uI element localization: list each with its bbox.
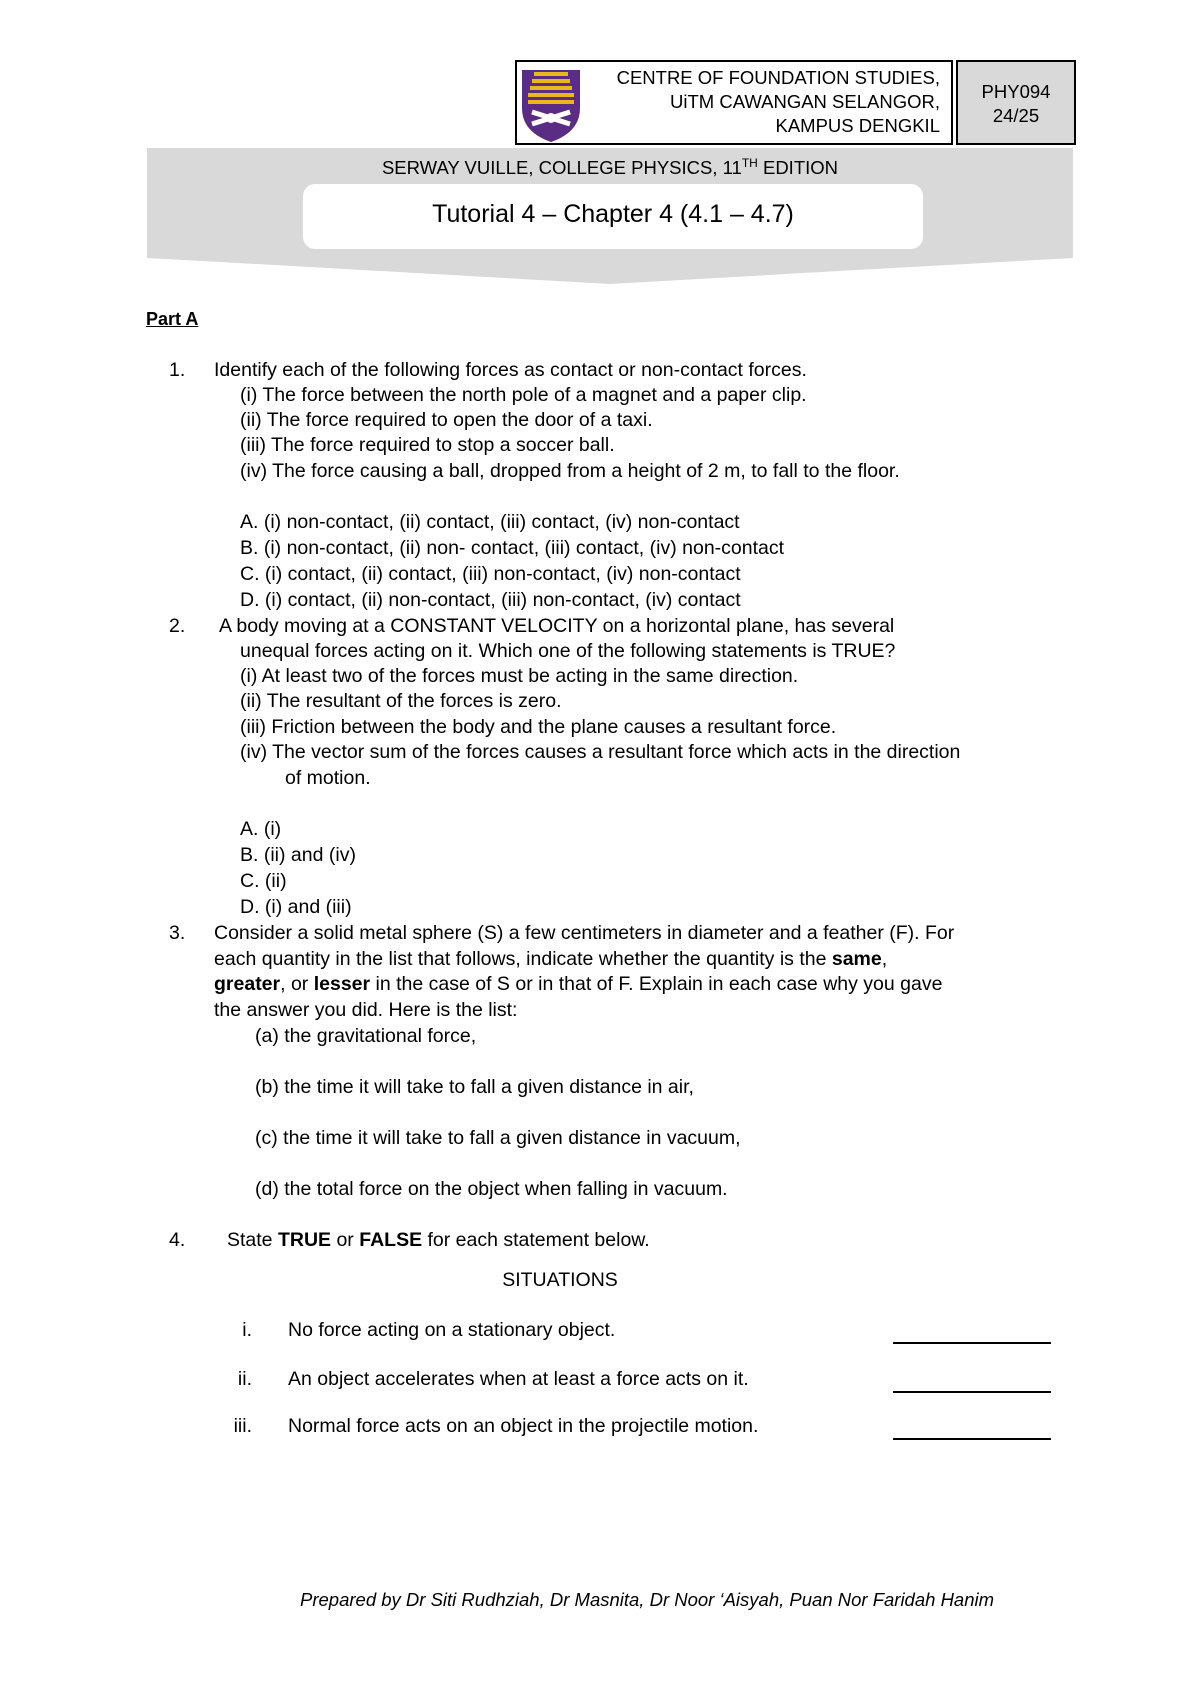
q3-word-greater: greater xyxy=(214,973,281,995)
q2-option-d: D. (i) and (iii) xyxy=(240,896,352,918)
q4-stem xyxy=(227,1228,650,1253)
q2-stem-line-1: A body moving at a CONSTANT VELOCITY on a horizontal plane, has several xyxy=(219,615,895,637)
q1-item-i: (i) The force between the north pole of a magnet and a paper clip. xyxy=(240,384,807,406)
part-a-heading: Part A xyxy=(146,309,199,329)
q2-option-a: A. (i) xyxy=(240,818,282,840)
q4-row-3-text: Normal force acts on an object in the projectile motion. xyxy=(288,1415,759,1437)
q3-item-a: (a) the gravitational force, xyxy=(255,1025,477,1047)
session-code: 24/25 xyxy=(992,105,1040,126)
q3-word-same: same xyxy=(831,948,882,970)
q1-option-b: B. (i) non-contact, (ii) non- contact, (iii) contact, (iv) non-contact xyxy=(240,537,785,559)
q4-number: 4. xyxy=(169,1229,186,1251)
q1-option-c: C. (i) contact, (ii) contact, (iii) non-contact, (iv) non-contact xyxy=(240,563,741,585)
q1-item-iv: (iv) The force causing a ball, dropped from a height of 2 m, to fall to the floor. xyxy=(240,460,900,482)
page-title: Tutorial 4 – Chapter 4 (4.1 – 4.7) xyxy=(432,200,794,228)
q1-item-iii: (iii) The force required to stop a soccer ball. xyxy=(240,434,615,456)
q3-word-lesser: lesser xyxy=(313,973,371,995)
edition-superscript: TH xyxy=(741,156,758,170)
q2-number: 2. xyxy=(169,615,186,637)
q4-situations-heading: SITUATIONS xyxy=(502,1269,618,1291)
q3-line-2 xyxy=(214,947,887,972)
institution-name xyxy=(586,66,940,138)
q4-row-3-number: iii. xyxy=(233,1415,252,1437)
q3-line-4: the answer you did. Here is the list: xyxy=(214,999,518,1021)
q2-item-iv: (iv) The vector sum of the forces causes a resultant force which acts in the direction xyxy=(240,741,961,763)
course-code-box xyxy=(956,60,1076,145)
q3-item-b: (b) the time it will take to fall a given distance in air, xyxy=(255,1076,694,1098)
q3-comma: , xyxy=(881,948,888,970)
institution-line-1: CENTRE OF FOUNDATION STUDIES, xyxy=(616,67,940,88)
q3-item-c: (c) the time it will take to fall a given distance in vacuum, xyxy=(255,1127,741,1149)
prepared-by-footer: Prepared by Dr Siti Rudhziah, Dr Masnita, Dr Noor ‘Aisyah, Puan Nor Faridah Hanim xyxy=(300,1589,995,1610)
q3-item-d: (d) the total force on the object when falling in vacuum. xyxy=(255,1178,728,1200)
edition-text: SERWAY VUILLE, COLLEGE PHYSICS, 11 xyxy=(381,157,742,179)
q3-line-3-text: in the case of S or in that of F. Explain in each case why you gave xyxy=(370,973,943,995)
institution-line-3: KAMPUS DENGKIL xyxy=(775,115,940,136)
q2-stem-line-2: unequal forces acting on it. Which one of the following statements is TRUE? xyxy=(240,640,896,662)
q4-word-false: FALSE xyxy=(359,1229,423,1251)
institution-line-2: UiTM CAWANGAN SELANGOR, xyxy=(670,91,940,112)
q3-line-1: Consider a solid metal sphere (S) a few centimeters in diameter and a feather (F). For xyxy=(214,922,955,944)
q3-line-3 xyxy=(214,972,942,997)
q4-or: or xyxy=(331,1229,360,1251)
q2-option-b: B. (ii) and (iv) xyxy=(240,844,356,866)
edition-suffix: EDITION xyxy=(757,157,839,179)
q3-line-2-text: each quantity in the list that follows, indicate whether the quantity is the xyxy=(214,948,832,970)
q3-number: 3. xyxy=(169,922,186,944)
q4-row-2-answer-blank[interactable] xyxy=(893,1391,1051,1393)
course-code: PHY094 xyxy=(981,81,1051,102)
q1-option-a: A. (i) non-contact, (ii) contact, (iii) contact, (iv) non-contact xyxy=(240,511,740,533)
q2-item-iii: (iii) Friction between the body and the plane causes a resultant force. xyxy=(240,716,837,738)
textbook-edition xyxy=(147,156,1073,179)
q4-row-1-number: i. xyxy=(242,1319,252,1341)
q3-or: , or xyxy=(280,973,314,995)
q1-stem: Identify each of the following forces as contact or non-contact forces. xyxy=(214,359,807,381)
q4-row-2-number: ii. xyxy=(237,1368,252,1390)
q2-item-i: (i) At least two of the forces must be acting in the same direction. xyxy=(240,665,799,687)
q2-item-iv-continued: of motion. xyxy=(285,767,371,789)
q4-stem-post: for each statement below. xyxy=(422,1229,650,1251)
q4-row-1-text: No force acting on a stationary object. xyxy=(288,1319,616,1341)
q4-word-true: TRUE xyxy=(277,1229,332,1251)
q4-row-2-text: An object accelerates when at least a force acts on it. xyxy=(288,1368,749,1390)
q2-option-c: C. (ii) xyxy=(240,870,287,892)
q4-stem-pre: State xyxy=(227,1229,278,1251)
q1-item-ii: (ii) The force required to open the door of a taxi. xyxy=(240,409,653,431)
uitm-logo xyxy=(518,62,584,144)
q2-item-ii: (ii) The resultant of the forces is zero. xyxy=(240,690,562,712)
q4-row-1-answer-blank[interactable] xyxy=(893,1342,1051,1344)
q1-option-d: D. (i) contact, (ii) non-contact, (iii) non-contact, (iv) contact xyxy=(240,589,741,611)
q4-row-3-answer-blank[interactable] xyxy=(893,1438,1051,1440)
q1-number: 1. xyxy=(169,359,186,381)
